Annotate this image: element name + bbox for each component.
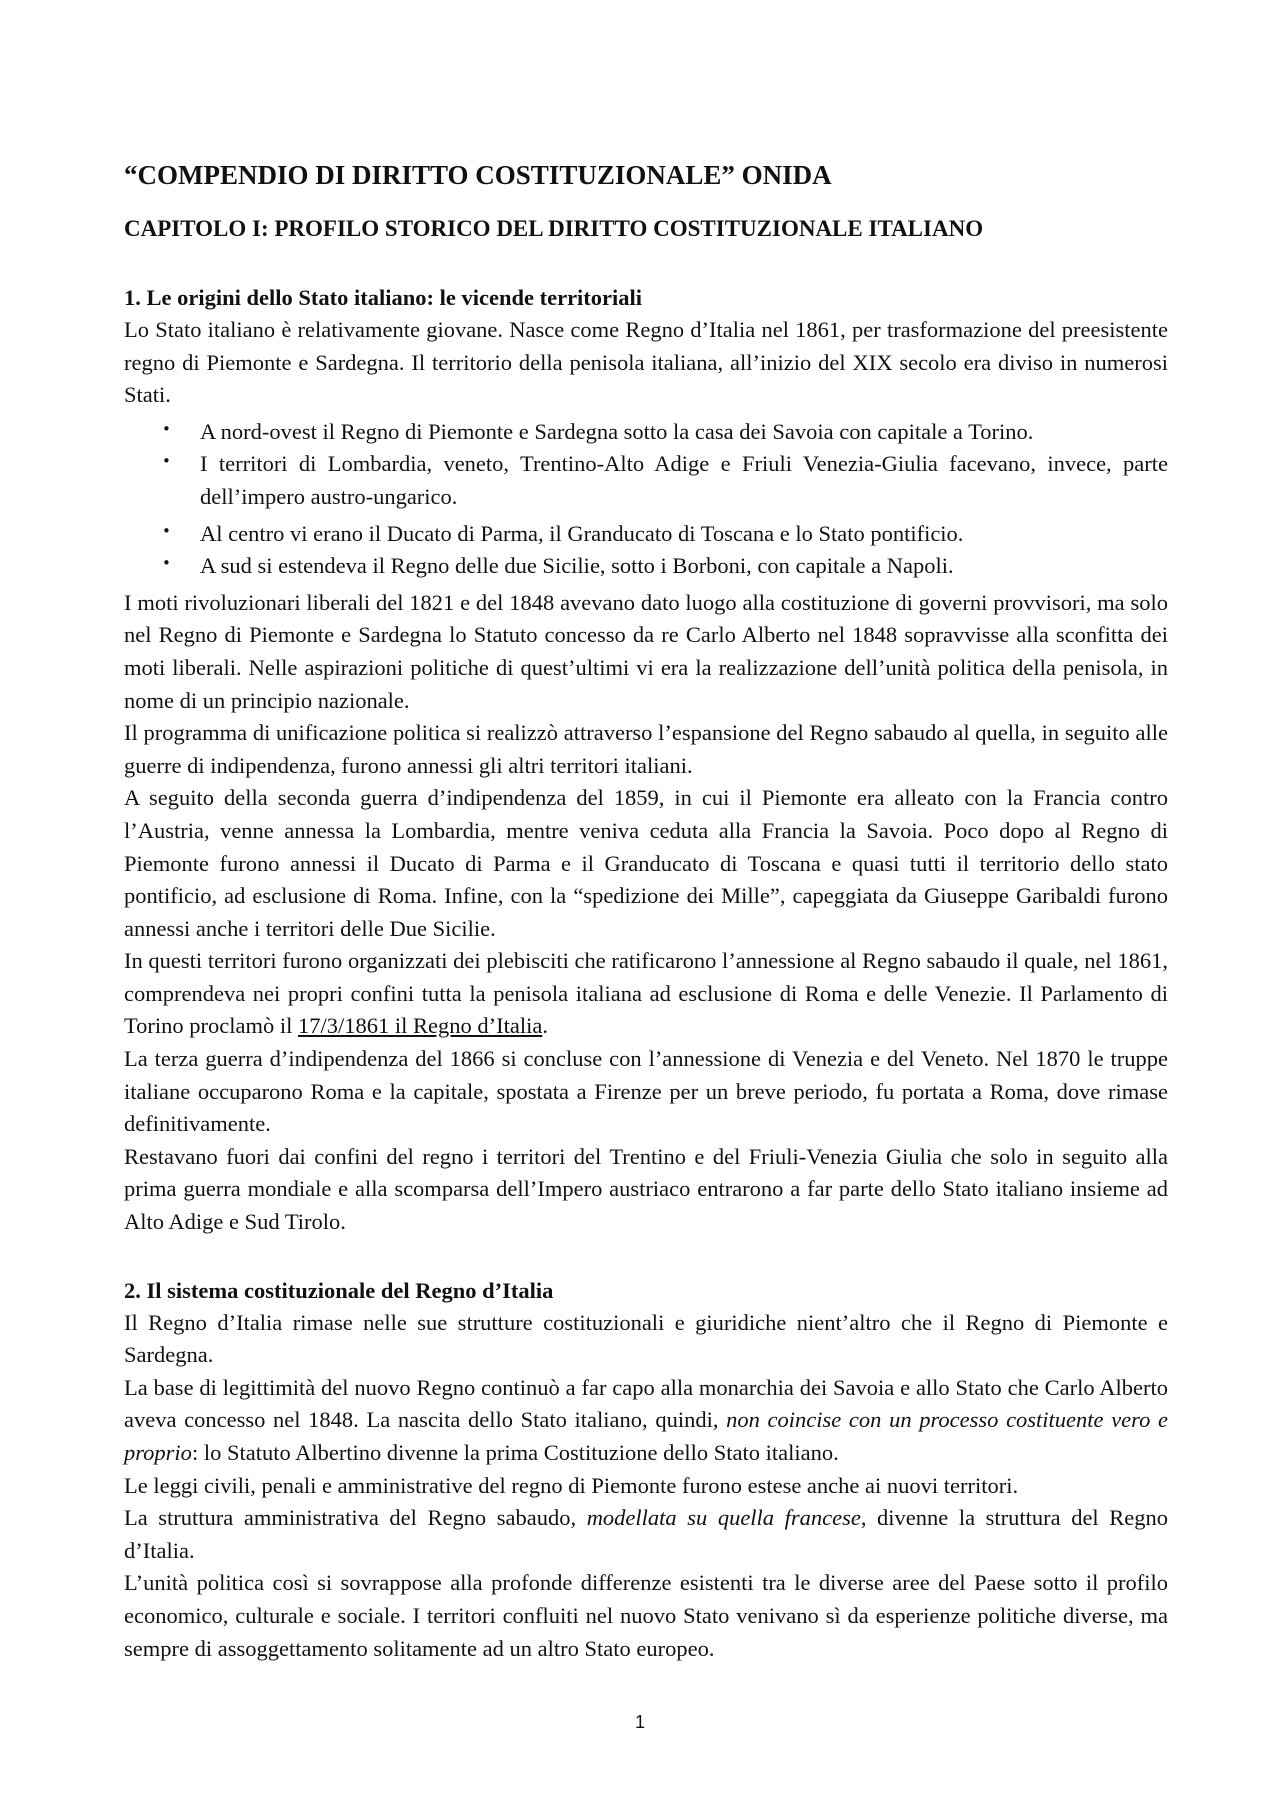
paragraph: A seguito della seconda guerra d’indipendenza del 1859, in cui il Piemonte era alleato con la Francia contro l’Austria, venne annessa la Lombardia, mentre veniva ceduta alla Francia la Savoia. Poco dopo al Regno di Piemonte furono annessi il Ducato di Parma e il Granducato di Toscana e quasi tutti il territorio dello stato pontificio, ad esclusione di Roma. Infine, con la “spedizione dei Mille”, capeggiata da Giuseppe Garibaldi furono annessi anche i territori delle Due Sicilie.	[124, 785, 1168, 941]
paragraph-text: : lo Statuto Albertino divenne la prima Costituzione dello Stato italiano.	[191, 1440, 839, 1465]
chapter-title: CAPITOLO I: PROFILO STORICO DEL DIRITTO COSTITUZIONALE ITALIANO	[124, 216, 984, 241]
paragraph-text: .	[542, 1013, 548, 1039]
italic-phrase: modellata su quella francese	[586, 1505, 861, 1531]
paragraph: I moti rivoluzionari liberali del 1821 e del 1848 avevano dato luogo alla costituzione di governi provvisori, ma solo nel Regno di Piemonte e Sardegna lo Statuto concesso da re Carlo Alberto nel 1848 sopravvisse alla sconfitta dei moti liberali. Nelle aspirazioni politiche di quest’ultimi vi era la realizzazione dell’unità politica della penisola, in nome di un principio nazionale.	[124, 589, 1168, 713]
underlined-date: 17/3/1861 il Regno d’Italia	[298, 1013, 543, 1039]
paragraph: La terza guerra d’indipendenza del 1866 si concluse con l’annessione di Venezia e del Veneto. Nel 1870 le truppe italiane occuparono Roma e la capitale, spostata a Firenze per un breve periodo, fu portata a Roma, dove rimase definitivamente.	[124, 1046, 1168, 1137]
paragraph	[124, 1372, 1168, 1470]
section-1-intro: Lo Stato italiano è relativamente giovane. Nasce come Regno d’Italia nel 1861, per trasformazione del preesistente regno di Piemonte e Sardegna. Il territorio della penisola italiana, all’inizio del XIX secolo era diviso in numerosi Stati.	[124, 317, 1168, 408]
paragraph: Le leggi civili, penali e amministrative del regno di Piemonte furono estese anche ai nuovi territori.	[124, 1472, 1019, 1498]
paragraph: L’unità politica così si sovrappose alla profonde differenze esistenti tra le diverse aree del Paese sotto il profilo economico, culturale e sociale. I territori confluiti nel nuovo Stato venivano sì da esperienze politiche diverse, ma sempre di assoggettamento solitamente ad un altro Stato europeo.	[124, 1570, 1168, 1661]
paragraph-text: La struttura amministrativa del Regno sabaudo,	[124, 1505, 587, 1531]
states-list	[124, 416, 1168, 583]
italic-phrase: non coincise con un processo costituente vero e proprio	[124, 1407, 1168, 1465]
document-title: “COMPENDIO DI DIRITTO COSTITUZIONALE” ONIDA	[124, 160, 832, 190]
section-1-heading: 1. Le origini dello Stato italiano: le vicende territoriali	[124, 285, 643, 310]
section-2-heading: 2. Il sistema costituzionale del Regno d’Italia	[124, 1277, 554, 1303]
paragraph-text: , divenne la struttura del Regno d’Italia.	[124, 1505, 1169, 1563]
paragraph	[124, 1502, 1168, 1567]
list-item: • A nord-ovest il Regno di Piemonte e Sardegna sotto la casa dei Savoia con capitale a Torino.	[200, 416, 1168, 449]
list-item: • I territori di Lombardia, veneto, Trentino-Alto Adige e Friuli Venezia-Giulia facevano, invece, parte dell’impero austro-ungarico.	[200, 448, 1168, 513]
paragraph-text: In questi territori furono organizzati dei plebisciti che ratificarono l’annessione al Regno sabaudo il quale, nel 1861, comprendeva nei propri confini tutta la penisola italiana ad esclusione di Roma e delle Venezie. Il Parlamento di Torino proclamò il	[124, 948, 1168, 1039]
list-item: • A sud si estendeva il Regno delle due Sicilie, sotto i Borboni, con capitale a Napoli.	[200, 550, 1168, 583]
paragraph-text: La base di legittimità del nuovo Regno continuò a far capo alla monarchia dei Savoia e allo Stato che Carlo Alberto aveva concesso nel 1848. La nascita dello Stato italiano, quindi,	[124, 1374, 1168, 1433]
page-content	[124, 158, 1168, 1665]
paragraph: Il programma di unificazione politica si realizzò attraverso l’espansione del Regno sabaudo al quella, in seguito alle guerre di indipendenza, furono annessi gli altri territori italiani.	[124, 720, 1168, 778]
page-number: 1	[634, 1712, 645, 1732]
paragraph: Il Regno d’Italia rimase nelle sue strutture costituzionali e giuridiche nient’altro che il Regno di Piemonte e Sardegna.	[124, 1309, 1168, 1368]
paragraph	[124, 945, 1168, 1043]
list-item: • Al centro vi erano il Ducato di Parma, il Granducato di Toscana e lo Stato pontificio.	[200, 518, 1168, 551]
paragraph: Restavano fuori dai confini del regno i territori del Trentino e del Friuli-Venezia Giulia che solo in seguito alla prima guerra mondiale e alla scomparsa dell’Impero austriaco entrarono a far parte dello Stato italiano insieme ad Alto Adige e Sud Tirolo.	[124, 1143, 1168, 1235]
